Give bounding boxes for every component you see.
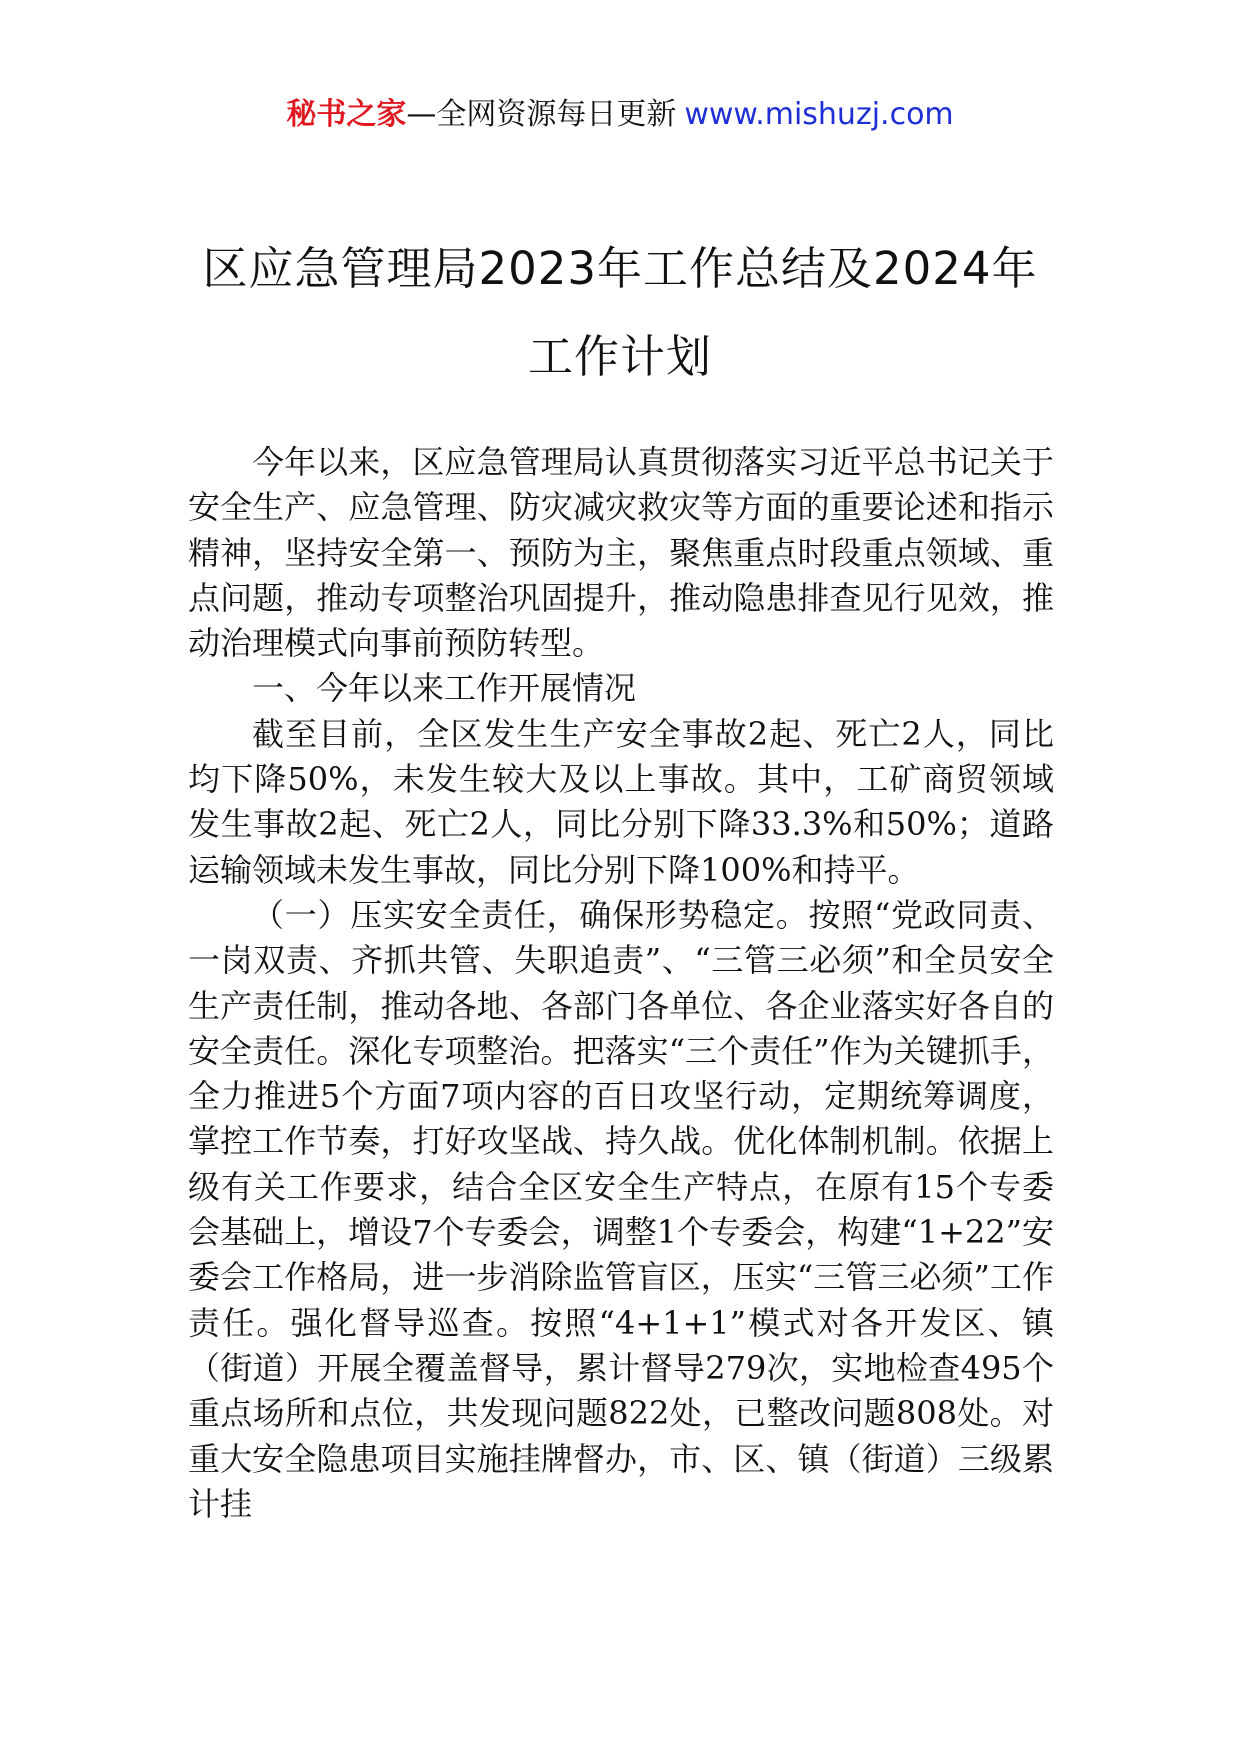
brand-slogan: —全网资源每日更新	[406, 97, 677, 132]
site-link[interactable]: www.mishuzj.com	[684, 97, 954, 132]
document-body	[188, 440, 1054, 1527]
intro-paragraph: 今年以来，区应急管理局认真贯彻落实习近平总书记关于安全生产、应急管理、防灾减灾救灾等方面的重要论述和指示精神，坚持安全第一、预防为主，聚焦重点时段重点领域、重点问题，推动专项整治巩固提升，推动隐患排查见行见效，推动治理模式向事前预防转型。	[188, 443, 1054, 663]
responsibility-paragraph: （一）压实安全责任，确保形势稳定。按照“党政同责、一岗双责、齐抓共管、失职追责”、“三管三必须”和全员安全生产责任制，推动各地、各部门各单位、各企业落实好各自的安全责任。深化专项整治。把落实“三个责任”作为关键抓手，全力推进5个方面7项内容的百日攻坚行动，定期统筹调度，掌控工作节奏，打好攻坚战、持久战。优化体制机制。依据上级有关工作要求，结合全区安全生产特点，在原有15个专委会基础上，增设7个专委会，调整1个专委会，构建“1+22”安委会工作格局，进一步消除监管盲区，压实“三管三必须”工作责任。强化督导巡查。按照“4+1+1”模式对各开发区、镇（街道）开展全覆盖督导，累计督导279次，实地检查495个重点场所和点位，共发现问题822处，已整改问题808处。对重大安全隐患项目实施挂牌督办，市、区、镇（街道）三级累计挂	[188, 895, 1054, 1523]
statistics-paragraph: 截至目前，全区发生生产安全事故2起、死亡2人，同比均下降50%，未发生较大及以上事故。其中，工矿商贸领域发生事故2起、死亡2人，同比分别下降33.3%和50%；道路运输领域未发生事故，同比分别下降100%和持平。	[188, 714, 1054, 889]
section-heading: 一、今年以来工作开展情况	[252, 669, 637, 708]
title-line-2: 工作计划	[527, 330, 712, 383]
document-title	[150, 225, 1090, 401]
title-line-1: 区应急管理局2023年工作总结及2024年	[202, 242, 1038, 295]
brand-name: 秘书之家	[286, 97, 407, 132]
watermark-header	[0, 95, 1240, 135]
